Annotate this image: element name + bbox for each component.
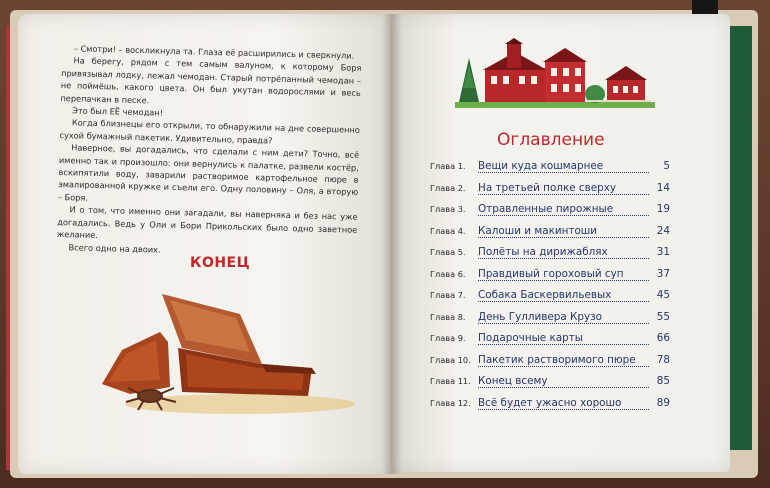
toc-chapter-number: Глава 12.: [430, 397, 471, 408]
toc-chapter-title: Вещи куда кошмарнее: [478, 160, 649, 173]
toc-page-number: 66: [656, 332, 670, 344]
story-text: [56, 42, 361, 261]
toc-page-number: 14: [656, 181, 670, 194]
suitcase-crab-icon: [90, 292, 360, 417]
toc-chapter-title: Всё будет ужасно хорошо: [478, 397, 649, 410]
toc-page-number: 37: [656, 267, 670, 280]
toc-entry[interactable]: [430, 354, 670, 376]
toc-entry[interactable]: [430, 182, 670, 204]
mansion-icon: [455, 38, 655, 110]
back-cover-edge: [728, 26, 752, 450]
toc-entry[interactable]: [430, 160, 670, 182]
toc-title: Оглавление: [497, 130, 605, 150]
story-paragraph: Всего одно на двоих.: [68, 241, 161, 255]
toc-chapter-number: Глава 9.: [430, 333, 466, 343]
toc-page-number: 19: [656, 203, 670, 215]
toc-page-number: 55: [656, 310, 670, 323]
the-end-heading: КОНЕЦ: [190, 255, 251, 271]
story-paragraph: Наверное, вы догадались, что сделали с ним дети? Точно, всё именно так и произошло: они вернулись к палатке, развели костёр, вскипятили воду, заварили растворимое картофельное пюре в эмалированной кружке и съели его. Одну половину – Оля, а вторую – Боря.: [57, 142, 360, 203]
story-paragraph: – Смотри! – воскликнула та. Глаза её расширились и сверкнули.: [73, 43, 355, 61]
story-paragraph: И о том, что именно они загадали, вы наверняка и без нас уже догадались. Ведь у Оли и Бори Прикольских было одно заветное желание.: [56, 204, 358, 241]
toc-chapter-number: Глава 2.: [430, 182, 466, 193]
toc-entry[interactable]: [430, 246, 670, 268]
toc-entry[interactable]: [430, 375, 670, 397]
toc-chapter-number: Глава 1.: [430, 161, 466, 171]
toc-entry[interactable]: [430, 203, 670, 225]
table-of-contents: [430, 160, 670, 418]
toc-chapter-number: Глава 10.: [430, 354, 471, 365]
toc-chapter-title: Правдивый гороховый суп: [478, 268, 649, 281]
toc-chapter-number: Глава 3.: [430, 204, 466, 214]
toc-page-number: 89: [656, 396, 670, 409]
toc-chapter-number: Глава 4.: [430, 225, 466, 236]
story-paragraph: На берегу, рядом с тем самым валуном, к которому Боря привязывал лодку, лежал чемодан. Старый потрёпанный чемодан – не поймёшь, какого цвета. Он был укутан водорослями и весь перепачкан в песке.: [60, 55, 362, 105]
toc-entry[interactable]: [430, 268, 670, 290]
toc-entry[interactable]: [430, 289, 670, 311]
toc-chapter-title: Конец всему: [478, 375, 649, 388]
toc-chapter-number: Глава 8.: [430, 311, 466, 322]
toc-entry[interactable]: [430, 397, 670, 419]
toc-chapter-title: На третьей полке сверху: [478, 182, 649, 195]
toc-page-number: 45: [656, 289, 670, 301]
toc-chapter-title: Собака Баскервильевых: [478, 289, 649, 302]
toc-page-number: 31: [656, 246, 670, 258]
toc-chapter-title: Полёты на дирижаблях: [478, 246, 649, 259]
toc-chapter-number: Глава 11.: [430, 376, 471, 386]
story-paragraph: Когда близнецы его открыли, то обнаружили на дне совершенно сухой бумажный пакетик. Удивительно, правда?: [59, 117, 360, 146]
toc-chapter-number: Глава 6.: [430, 268, 466, 279]
book-spine: [382, 14, 402, 474]
story-paragraph: Это был ЕЁ чемодан!: [72, 105, 164, 118]
toc-chapter-title: Пакетик растворимого пюре: [478, 354, 649, 367]
toc-page-number: 85: [656, 375, 670, 387]
toc-page-number: 5: [663, 160, 670, 172]
toc-chapter-title: Подарочные карты: [478, 332, 649, 345]
toc-chapter-number: Глава 7.: [430, 290, 466, 300]
toc-chapter-title: День Гулливера Крузо: [478, 311, 649, 324]
toc-entry[interactable]: [430, 225, 670, 247]
toc-page-number: 24: [656, 224, 670, 237]
toc-page-number: 78: [656, 353, 670, 366]
toc-entry[interactable]: [430, 311, 670, 333]
toc-entry[interactable]: [430, 332, 670, 354]
toc-chapter-number: Глава 5.: [430, 247, 466, 257]
toc-chapter-title: Калоши и макинтоши: [478, 225, 649, 238]
toc-chapter-title: Отравленные пирожные: [478, 203, 649, 216]
